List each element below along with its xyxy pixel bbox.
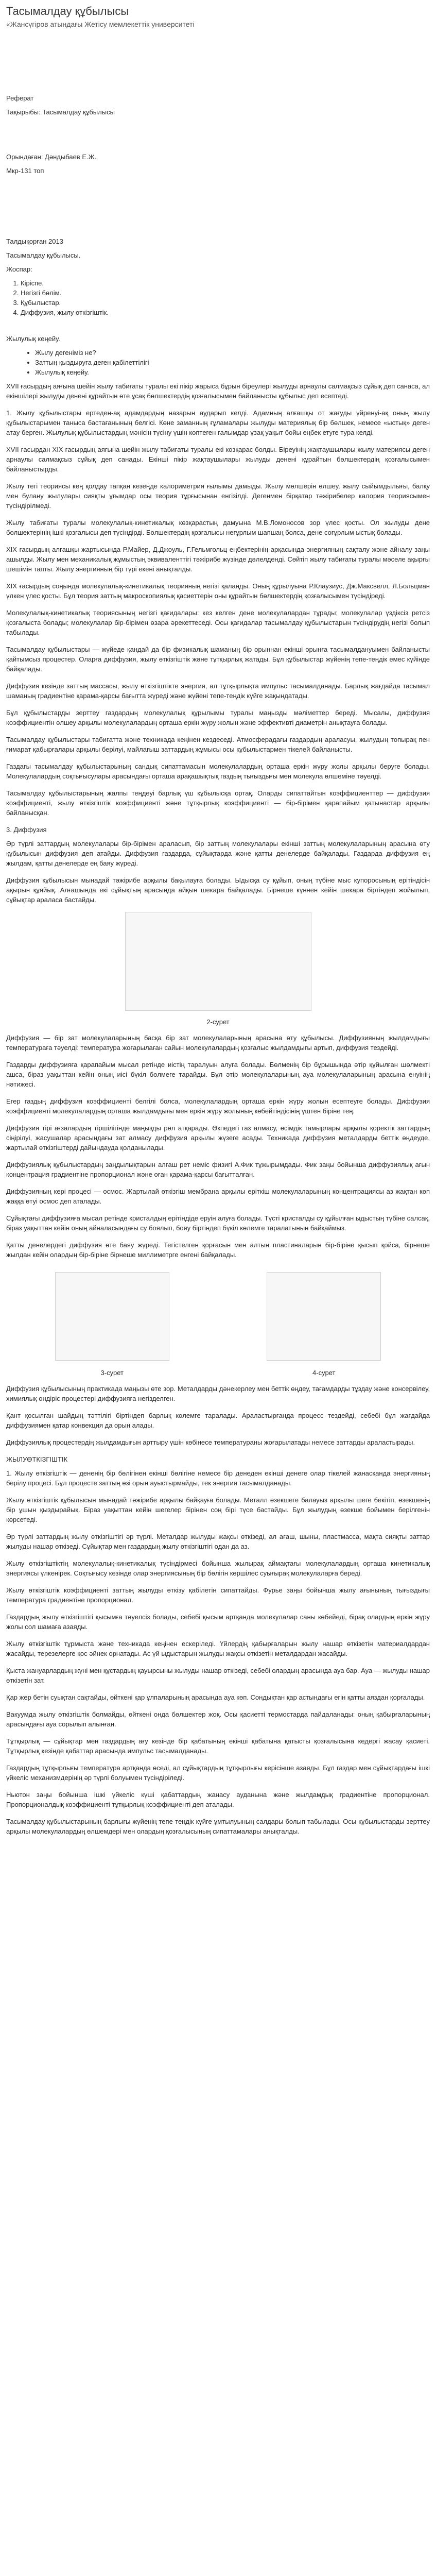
author-line: Орындаған: Дәндыбаев Е.Ж. [6,153,97,161]
paragraph: Сұйықтағы диффузияға мысал ретінде кристалдың ерітіндіде еруін алуға болады. Түсті кристалды су құйылған ыдыстың түбіне салсақ, біраз уақыттан кейін оның айналасындағы су боялып, бояу біртіндеп бүкіл көлемге таралатынын байқаймыз. [6,1214,430,1232]
paragraph: Жылу өткізгіштік коэффициенті заттың жылуды өткізу қабілетін сипаттайды. Фурье заңы бойынша жылу ағынының тығыздығы температура градиентіне пропорционал. [6,1586,430,1604]
paragraph: ХІХ ғасырдың алғашқы жартысында Р.Майер, Д.Джоуль, Г.Гельмгольц еңбектерінің арқасында энергияның сақталу және айналу заңы ашылды. Жылу мен механикалық жұмыстың эквиваленттігі тәжірибе жүзінде дәлелденді. Сөйтіп жылу табиғаты туралы мәселе ақырғы шешімін тапты. Жылу энергияның бір түрі екені анықталды. [6,546,430,573]
document-title: Тасымалдау құбылысы [6,5,129,18]
paragraph: Молекулалық-кинетикалық теориясының негізгі қағидалары: кез келген дене молекулалардан тұрады; молекулалар үздіксіз ретсіз қозғалыста болады; молекулалар бір-бірімен өзара әрекеттеседі. Осы қағидалар тасымалдау құбылыстарын түсіндірудің негізі болып табылады. [6,609,430,636]
section-heading-heat: ЖЫЛУӨТКІЗГІШТІК [6,1455,68,1463]
figure-caption: 3-сурет [100,1369,124,1377]
paragraph: Вакуумда жылу өткізгіштік болмайды, өйткені онда бөлшектер жоқ. Осы қасиетті термостарда пайдаланады: оның қабырғаларының арасындағы ауа сорылып алынған. [6,1710,430,1728]
paragraph: Диффузия құбылысын мынадай тәжірибе арқылы бақылауға болады. Ыдысқа су құйып, оның түбіне мыс купоросының ерітіндісін ақырын құяйық. Алғашында екі сұйықтың арасында айқын шекара байқалады. Бірнеше күннен кейін шекара біртіндеп жойылып, сұйықтар араласа бастайды. [6,876,430,904]
paragraph: Тасымалдау құбылыстарының барлығы жүйенің тепе-теңдік күйге ұмтылуының салдары болып табылады. Осы құбылыстарды зерттеу арқылы молекулалардың өлшемдері мен олардың қозғалысының сипаттамалары анықталды. [6,1818,430,1835]
paragraph: Тұтқырлық — сұйықтар мен газдардың ағу кезінде бір қабатының екінші қабатына қатысты қозғалысына кедергі жасау қасиеті. Тұтқырлық кезінде қабаттар арасында импульс тасымалданады. [6,1737,430,1755]
plan-item: 3. Құбылыстар. [21,298,430,308]
figures-3-4 [6,1267,430,1378]
paragraph: Диффузия тірі ағзалардың тіршілігінде маңызды рөл атқарады. Өкпедегі газ алмасу, өсімдік тамырлары арқылы қоректік заттардың сіңірілуі, жасушалар арасындағы зат алмасу диффузия арқылы жүзеге асады. Техникада диффузия металдарды беттік өңдеуде, жартылай өткізгіштерді дайындауда қолданылады. [6,1124,430,1151]
paragraph: Әр түрлі заттардың жылу өткізгіштігі әр түрлі. Металдар жылуды жақсы өткізеді, ал ағаш, шыны, пластмасса, мақта сияқты заттар жылуды нашар өткізеді. Сұйықтар мен газдардың жылу өткізгіштігі одан да аз. [6,1533,430,1550]
paragraph: Тасымалдау құбылыстары — жүйеде қандай да бір физикалық шаманың бір орыннан екінші орынға тасымалдануымен байланысты қайтымсыз процестер. Оларға диффузия, жылу өткізгіштік және тұтқырлық жатады. Бұл құбылыстар жүйенің тепе-теңдік емес күйінде байқалады. [6,646,430,673]
figure-caption: 2-сурет [206,1018,230,1026]
subplan-list [6,348,430,377]
report-label: Реферат [6,94,34,102]
paragraph: Бұл құбылыстарды зерттеу газдардың молекулалық құрылымы туралы маңызды мәліметтер береді. Мысалы, диффузия коэффициентін өлшеу арқылы молекулалардың орташа еркін жүру жолын және эффективті диаметрін анықтауға болады. [6,709,430,726]
paragraph: Жылу табиғаты туралы молекулалық-кинетикалық көзқарастың дамуына М.В.Ломоносов зор үлес қосты. Ол жылуды дене бөлшектерінің ішкі қозғалысы деп түсіндірді. Бөлшектердің қозғалысы неғұрлым шапшаң болса, дене соғұрлым ыстық болады. [6,519,430,536]
paragraph: Әр түрлі заттардың молекулалары бір-бірімен араласып, бір заттың молекулалары екінші заттың молекулаларының арасына өту құбылысын диффузия деп атайды. Диффузия газдарда, сұйықтарда және қатты денелерде байқалады. Газдарда диффузия ең жылдам, қатты денелерде ең баяу жүреді. [6,840,430,867]
paragraph: Тасымалдау құбылыстары табиғатта және техникада кеңінен кездеседі. Атмосферадағы газдардың араласуы, жылудың топырақ пен ғимарат қабырғалары арқылы берілуі, майлағыш заттардың жұмысы осы құбылыстармен тікелей байланысты. [6,736,430,753]
paragraph: Ньютон заңы бойынша ішкі үйкеліс күші қабаттардың жанасу ауданына және жылдамдық градиентіне пропорционал. Пропорционалдық коэффициенті тұтқырлық коэффициенті деп аталады. [6,1791,430,1808]
paragraph: Газдардың тұтқырлығы температура артқанда өседі, ал сұйықтардың тұтқырлығы керісінше азаяды. Бұл газдар мен сұйықтардағы ішкі үйкеліс механизмдерінің әр түрлі болуымен түсіндіріледі. [6,1764,430,1782]
paragraph: Диффузиялық құбылыстардың заңдылықтарын алғаш рет неміс физигі А.Фик тұжырымдады. Фик заңы бойынша диффузиялық ағын концентрация градиентіне пропорционал және оған қарама-қарсы бағытталған. [6,1161,430,1178]
paragraph: Диффузия — бір зат молекулаларының басқа бір зат молекулаларының арасына өту құбылысы. Диффузияның жылдамдығы температураға тәуелді: температура жоғарылаған сайын молекулалардың қозғалыс жылдамдығы артып, диффузия тездейді. [6,1034,430,1052]
paragraph: XVІІ ғасырдан ХІХ ғасырдың аяғына шейін жылу табиғаты туралы екі көзқарас болды. Біреуінің жақтаушылары жылу материясы деген арнаулы салмақсыз сұйық деп санады. Екінші пікір жақтаушылары жылуды денені құрайтын бөлшектердің қозғалысымен байланыстырды. [6,446,430,473]
figure-caption: 4-сурет [312,1369,336,1377]
paragraph: Егер газдың диффузия коэффициенті белгілі болса, молекулалардың орташа еркін жүру жолын есептеуге болады. Диффузия коэффициенті молекулалардың орташа жылдамдығы мен еркін жүру жолының көбейтіндісінің үштен біріне тең. [6,1097,430,1115]
paragraph: Диффузиялық процестердің жылдамдығын арттыру үшін көбінесе температураны жоғарылатады немесе заттарды араластырады. [6,1438,415,1446]
plan-item: 1. Кіріспе. [21,278,430,288]
paragraph: XVІІ ғасырдың аяғына шейін жылу табиғаты туралы екі пікір жарыса бұрын біреулері жылуды арнаулы салмақсыз сұйық деп санаса, ал екіншілері жылуды денені құрайтын өте ұсақ бөлшектердің қозғалысымен байланысты құбылыс деп есептеді. [6,382,430,400]
paragraph: Қант қосылған шайдың тәттілігі біртіндеп барлық көлемге таралады. Араластырғанда процесс тездейді, себебі бұл жағдайда диффузиямен қатар конвекция да орын алады. [6,1412,430,1429]
paragraph: 1. Жылу құбылыстары ертеден-ақ адамдардың назарын аударып келді. Адамның алғашқы от жағуды үйренуі-ақ оның жылу құбылыстарымен таныса бастағанының белгісі. Көне заманның ғұламалары жылуды материялық бір бөлшек, немесе «ыстық» деген атау берген. Жылулық құбылыстардың мәнісін түсіну үшін көптеген ғалымдар ұзақ уақыт бойы еңбек етуге тура келді. [6,409,430,436]
paragraph: Жылу өткізгіштік құбылысын мынадай тәжірибе арқылы байқауға болады. Металл өзекшеге балауыз арқылы шеге бекітіп, өзекшенің бір ұшын қыздырайық. Біраз уақыттан кейін шегелер бірінен соң бірі түсе бастайды. Бұл жылудың өзекше бойымен берілгенін көрсетеді. [6,1496,430,1523]
paragraph: 1. Жылу өткізгіштік — дененің бір бөлігінен екінші бөлігіне немесе бір денеден екінші денеге олар тікелей жанасқанда энергияның берілу процесі. Бұл процесте заттың өзі орын ауыстырмайды, тек энергия тасымалданады. [6,1469,430,1487]
paragraph: Жылу өткізгіштіктің молекулалық-кинетикалық түсіндірмесі бойынша жылырақ аймақтағы молекулалардың орташа кинетикалық энергиясы үлкенірек. Соқтығысу кезінде олар энергиясының бір бөлігін көршілес суығырақ молекулаларға береді. [6,1560,430,1577]
figure-3-image [55,1272,169,1361]
paragraph: Қар жер бетін суықтан сақтайды, өйткені қар ұлпаларының арасында ауа көп. Сондықтан қар астындағы егін қатты аяздан қорғалады. [6,1693,425,1701]
paragraph: Жылу тегі теориясы кең қолдау тапқан кезеңде калориметрия ғылымы дамыды. Жылу мөлшерін өлшеу, жылу сыйымдылығы, балқу мен булану жылулары сияқты ұғымдар осы теория тұрғысынан енгізілді. Дегенмен бірқатар тәжірибелер калория теориясымен түсіндірілмеді. [6,482,430,510]
figure-4-image [267,1272,381,1361]
plan-list [6,278,430,317]
city-year: Талдықорған 2013 [6,238,63,245]
group-line: Мкр-131 топ [6,167,44,175]
section-heading-diffusion: 3. Диффузия [6,826,47,834]
paragraph: Газдарды диффузияға қарапайым мысал ретінде иістің таралуын алуға болады. Бөлменің бір бұрышында әтір құйылған шөлмекті ашса, біраз уақыттан кейін оның иісі бүкіл бөлмеге тарайды. Бұл әтір молекулаларының ауа молекулаларының арасына енуінің нәтижесі. [6,1061,430,1088]
paragraph: Жылу өткізгіштік тұрмыста және техникада кеңінен ескеріледі. Үйлердің қабырғаларын жылу нашар өткізетін материалдардан жасайды, терезелерге қос әйнек орнатады. Ас үй ыдыстарын жылуды жақсы өткізетін металдардан жасайды. [6,1640,430,1657]
paragraph: Қатты денелердегі диффузия өте баяу жүреді. Тегістелген қорғасын мен алтын пластиналарын бір-біріне қысып қойса, бірнеше жылдан кейін олардың бір-біріне бірнеше миллиметрге енгені байқалады. [6,1241,430,1259]
paragraph: Газдардың жылу өткізгіштігі қысымға тәуелсіз болады, себебі қысым артқанда молекулалар саны көбейеді, бірақ олардың еркін жүру жолы сол шамаға азаяды. [6,1613,430,1631]
subplan-heading: Жылулық кеңейу. [6,335,60,343]
paragraph: Диффузия құбылысының практикада маңызы өте зор. Металдарды дәнекерлеу мен беттік өңдеу, тағамдарды тұздау және консервілеу, химиялық өндіріс процестері диффузияға негізделген. [6,1385,430,1402]
plan-label: Жоспар: [6,265,32,273]
subplan-item: • Жылулық кеңейу. [35,367,430,377]
paragraph: Диффузия кезінде заттың массасы, жылу өткізгіштікте энергия, ал тұтқырлықта импульс тасымалданады. Барлық жағдайда тасымал шаманың градиентіне қарама-қарсы бағытта жүреді және жүйені тепе-теңдік күйге жақындатады. [6,682,430,700]
plan-item: 2. Негізгі бөлім. [21,288,430,298]
subplan-item: • Жылу дегеніміз не? [35,348,430,358]
figure-2-image [125,912,311,1011]
paragraph: Қыста жануарлардың жүні мен құстардың қауырсыны жылуды нашар өткізеді, себебі олардың арасында ауа бар. Ауа — жылуды нашар өткізетін зат. [6,1667,430,1684]
paragraph: Газдағы тасымалдау құбылыстарының сандық сипаттамасын молекулалардың орташа еркін жүру жолы арқылы беруге болады. Молекулалардың соқтығысулары арасындағы орташа арақашықтық газдың тығыздығы мен молекула өлшеміне тәуелді. [6,762,430,780]
report-topic: Тақырыбы: Тасымалдау құбылысы [6,108,115,116]
university-name: «Жансүгіров атындағы Жетісу мемлекеттік университеті [6,20,195,28]
toc-heading: Тасымалдау құбылысы. [6,251,81,259]
paragraph: Тасымалдау құбылыстарының жалпы теңдеуі барлық үш құбылысқа ортақ. Оларды сипаттайтын коэффициенттер — диффузия коэффициенті, жылу өткізгіштік коэффициенті және тұтқырлық коэффициенті — бір-бірімен қарапайым қатынастар арқылы байланысқан. [6,789,430,817]
subplan-item: • Заттың қыздыруға деген қабілеттілігі [35,358,430,367]
plan-item: 4. Диффузия, жылу өткізгіштік. [21,308,430,317]
paragraph: ХІХ ғасырдың соңында молекулалық-кинетикалық теорияның негізі қаланды. Оның құрылуына Р.Клаузиус, Дж.Максвелл, Л.Больцман үлкен үлес қосты. Бұл теория заттың макроскопиялық қасиеттерін оны құрайтын бөлшектердің қозғалысымен түсіндіреді. [6,582,430,600]
paragraph: Диффузияның кері процесі — осмос. Жартылай өткізгіш мембрана арқылы еріткіш молекулаларының концентрациясы аз жақтан көп жаққа өтуі осмос деп аталады. [6,1188,430,1205]
